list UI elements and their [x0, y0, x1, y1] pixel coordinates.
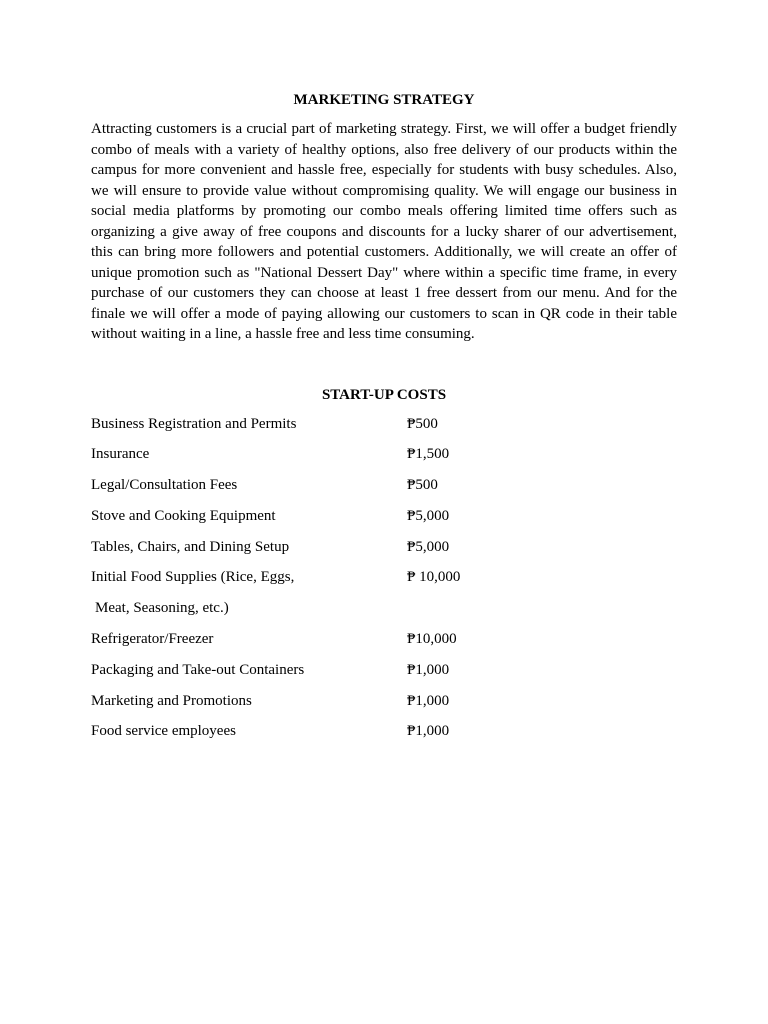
- cost-item-label: Legal/Consultation Fees: [91, 477, 238, 494]
- cost-row: [91, 629, 677, 660]
- cost-item-amount: ₱1,000: [407, 692, 450, 709]
- cost-item-label: Tables, Chairs, and Dining Setup: [91, 538, 290, 555]
- cost-item-amount: ₱500: [407, 415, 438, 432]
- cost-row: [91, 660, 677, 691]
- marketing-strategy-paragraph: Attracting customers is a crucial part of marketing strategy. First, we will offer a budget friendly combo of meals with a variety of healthy options, also free delivery of our products within the campus for more convenient and hassle free, especially for students with busy schedules. Also, we will ensure to provide value without compromising quality. We will engage our business in social media platforms by promoting our combo meals offering limited time offers such as organizing a give away of free coupons and discounts for a lucky sharer of our advertisement, this can bring more followers and potential customers. Additionally, we will create an offer of unique promotion such as "National Dessert Day" where within a specific time frame, in every purchase of our customers they can choose at least 1 free dessert from our menu. And for the finale we will offer a mode of paying allowing our customers to scan in QR code in their table without waiting in a line, a hassle free and less time consuming.: [91, 121, 677, 342]
- cost-row: [91, 721, 677, 752]
- cost-row: [91, 444, 677, 475]
- marketing-strategy-title: MARKETING STRATEGY: [293, 92, 475, 108]
- cost-item-label: Business Registration and Permits: [91, 415, 297, 432]
- cost-item-amount: ₱1,000: [407, 723, 450, 740]
- cost-item-label: Initial Food Supplies (Rice, Eggs,: [91, 569, 295, 586]
- cost-item-label: Food service employees: [91, 723, 236, 740]
- cost-item-amount: ₱ 10,000: [407, 569, 461, 586]
- cost-item-amount: ₱500: [407, 477, 438, 494]
- cost-item-amount: ₱5,000: [407, 507, 450, 524]
- cost-row: [91, 537, 677, 568]
- cost-item-label: Meat, Seasoning, etc.): [95, 600, 229, 617]
- cost-item-amount: ₱1,500: [407, 446, 450, 463]
- cost-row: [91, 475, 677, 506]
- cost-row: [91, 567, 677, 598]
- document-page: [91, 90, 677, 752]
- startup-costs-table: [91, 414, 677, 753]
- cost-item-label: Stove and Cooking Equipment: [91, 507, 276, 524]
- startup-costs-title: START-UP COSTS: [321, 386, 447, 403]
- cost-row: [91, 414, 677, 445]
- cost-item-label: Refrigerator/Freezer: [91, 631, 214, 648]
- cost-item-amount: ₱5,000: [407, 538, 450, 555]
- cost-item-label: Marketing and Promotions: [91, 692, 252, 709]
- cost-row-continuation: [91, 598, 677, 629]
- cost-row: [91, 691, 677, 722]
- cost-item-label: Insurance: [91, 446, 150, 463]
- cost-item-amount: ₱1,000: [407, 661, 450, 678]
- cost-item-amount: ₱10,000: [407, 631, 457, 648]
- cost-item-label: Packaging and Take-out Containers: [91, 661, 305, 678]
- cost-row: [91, 506, 677, 537]
